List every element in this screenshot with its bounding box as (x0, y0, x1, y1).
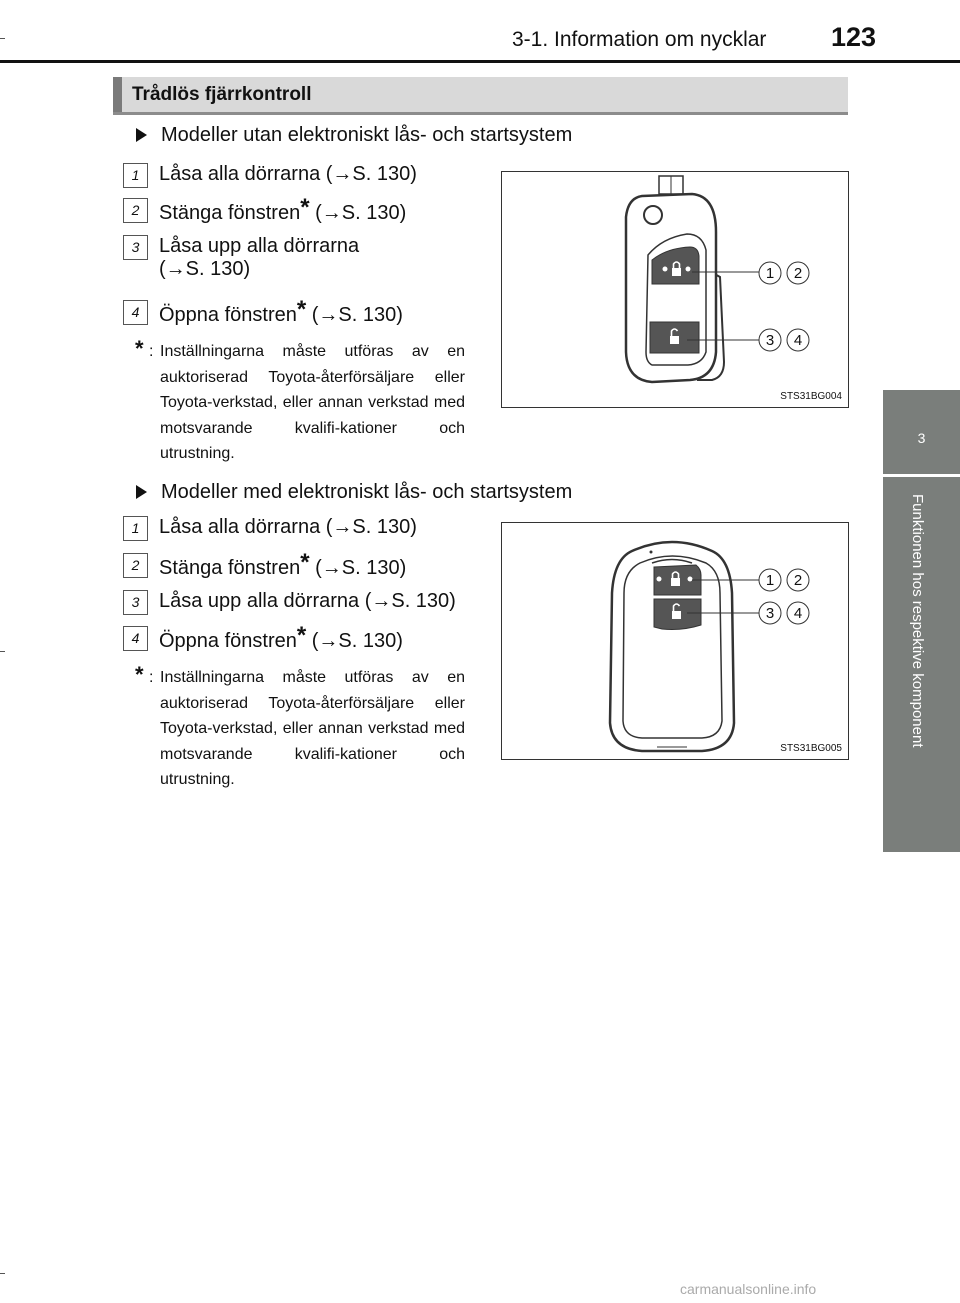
smart-key-illustration (502, 523, 848, 759)
figure-smart-key (501, 522, 849, 760)
callout-3: 3 (765, 605, 775, 622)
footnote: * : Inställningarna måste utföras av en auktoriserad Toyota-återförsäljare eller Toyota-verkstad, eller annan verkstad med motsvarande kvalifi-kationer och utrustning. (135, 665, 465, 795)
callout-1: 1 (765, 265, 775, 282)
footnote-symbol: * (135, 662, 144, 687)
footnote-star: * (296, 622, 307, 649)
item-text: Låsa upp alla dörrarna (→S. 130) (159, 235, 360, 280)
footnote-star: * (296, 296, 307, 323)
section-title-accent (113, 77, 122, 112)
item-text: Låsa alla dörrarna (→S. 130) (159, 516, 417, 538)
callout-1: 1 (765, 572, 775, 589)
footnote-star: * (300, 549, 310, 576)
item-text: Stänga fönstren* (→S. 130) (159, 549, 407, 579)
item-number-badge: 3 (123, 590, 148, 615)
item-text: Stänga fönstren* (→S. 130) (159, 194, 407, 224)
footnote-text: Inställningarna måste utföras av en auktoriserad Toyota-återförsäljare eller Toyota-verkstad, eller annan verkstad med motsvarande kvalifi-kationer och utrustning. (160, 669, 465, 788)
item-number-badge: 2 (123, 553, 148, 578)
section-title-box (113, 77, 848, 115)
item-number-badge: 4 (123, 626, 148, 651)
item-text: Låsa upp alla dörrarna (→S. 130) (159, 590, 456, 612)
figure-code: STS31BG004 (780, 391, 842, 402)
callout-2: 2 (793, 265, 803, 282)
header-rule (0, 60, 960, 63)
key-fob-illustration (502, 172, 848, 407)
item-number-badge: 1 (123, 516, 148, 541)
callout-4: 4 (793, 332, 803, 349)
callout-2: 2 (793, 572, 803, 589)
callout-3: 3 (765, 332, 775, 349)
footnote: * : Inställningarna måste utföras av en auktoriserad Toyota-återförsäljare eller Toyota-verkstad, eller annan verkstad med motsvarande kvalifi-kationer och utrustning. (135, 339, 465, 469)
page-number: 123 (831, 22, 877, 52)
crop-mark (0, 651, 5, 652)
subsection-heading (136, 124, 572, 147)
item-number-badge: 2 (123, 198, 148, 223)
subsection-heading (136, 481, 572, 504)
subsection-heading-text: Modeller med elektroniskt lås- och startsystem (161, 481, 573, 503)
watermark: carmanualsonline.info (680, 1281, 817, 1297)
chapter-title: Funktionen hos respektive komponent (909, 494, 926, 748)
footnote-star: * (300, 194, 310, 221)
running-header: 3-1. Information om nycklar (512, 28, 767, 51)
crop-mark (0, 1273, 5, 1274)
item-text: Öppna fönstren* (→S. 130) (159, 622, 403, 652)
item-text: Öppna fönstren* (→S. 130) (159, 296, 403, 326)
section-title: Trådlös fjärrkontroll (132, 84, 312, 105)
footnote-symbol: * (135, 336, 144, 361)
footnote-text: Inställningarna måste utföras av en auktoriserad Toyota-återförsäljare eller Toyota-verkstad, eller annan verkstad med motsvarande kvalifi-kationer och utrustning. (160, 343, 465, 462)
item-text: Låsa alla dörrarna (→S. 130) (159, 163, 417, 185)
figure-key-fob (501, 171, 849, 408)
figure-code: STS31BG005 (780, 743, 842, 754)
chapter-number: 3 (917, 430, 926, 446)
triangle-bullet-icon (136, 128, 147, 142)
subsection-heading-text: Modeller utan elektroniskt lås- och startsystem (161, 124, 573, 146)
item-number-badge: 4 (123, 300, 148, 325)
item-number-badge: 3 (123, 235, 148, 260)
item-number-badge: 1 (123, 163, 148, 188)
triangle-bullet-icon (136, 485, 147, 499)
crop-mark (0, 38, 5, 39)
callout-4: 4 (793, 605, 803, 622)
